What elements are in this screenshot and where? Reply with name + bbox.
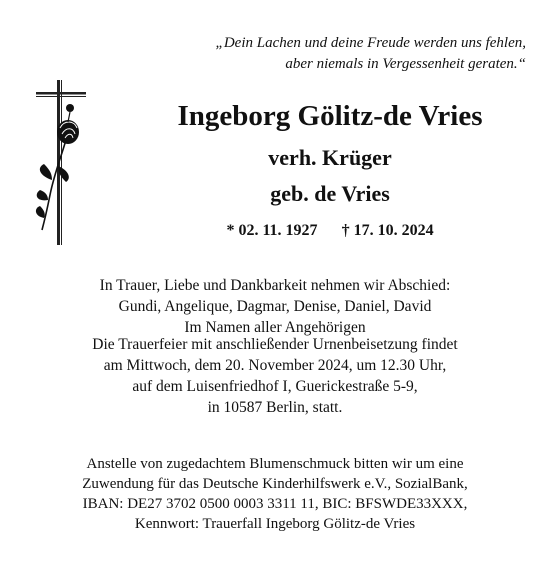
married-name: verh. Krüger: [268, 145, 392, 170]
death-date: † 17. 10. 2024: [341, 222, 434, 239]
funeral-details: [0, 334, 550, 418]
funeral-line: am Mittwoch, dem 20. November 2024, um 12.30 Uhr,: [103, 357, 447, 374]
mourners-line: Gundi, Angelique, Dagmar, Denise, Daniel, David: [118, 298, 432, 315]
funeral-line: auf dem Luisenfriedhof I, Guerickestraße 5-9,: [132, 378, 418, 395]
donation-line: Zuwendung für das Deutsche Kinderhilfswerk e.V., SozialBank,: [82, 476, 468, 492]
life-dates: [130, 220, 530, 242]
birth-date: * 02. 11. 1927: [226, 222, 318, 239]
deceased-name: Ingeborg Gölitz-de Vries: [177, 100, 483, 132]
donation-line: Anstelle von zugedachtem Blumenschmuck bitten wir um eine: [86, 456, 464, 472]
mourners-line: Im Namen aller Angehörigen: [184, 319, 366, 336]
funeral-line: in 10587 Berlin, statt.: [207, 399, 343, 416]
birth-name: geb. de Vries: [270, 181, 390, 206]
donation-request: [0, 454, 550, 534]
donation-line: Kennwort: Trauerfall Ingeborg Gölitz-de Vries: [134, 516, 416, 532]
cross-with-rose-icon: [30, 80, 90, 250]
quote-line-2: aber niemals in Vergessenheit geraten.“: [285, 56, 526, 72]
quote-line-1: „Dein Lachen und deine Freude werden uns fehlen,: [215, 35, 526, 51]
mourners-line: In Trauer, Liebe und Dankbarkeit nehmen wir Abschied:: [99, 277, 451, 294]
funeral-line: Die Trauerfeier mit anschließender Urnenbeisetzung findet: [92, 336, 458, 353]
memorial-quote: [216, 33, 527, 75]
donation-line: IBAN: DE27 3702 0500 0003 3311 11, BIC: BFSWDE33XXX,: [82, 496, 468, 512]
mourners-block: [0, 275, 550, 338]
